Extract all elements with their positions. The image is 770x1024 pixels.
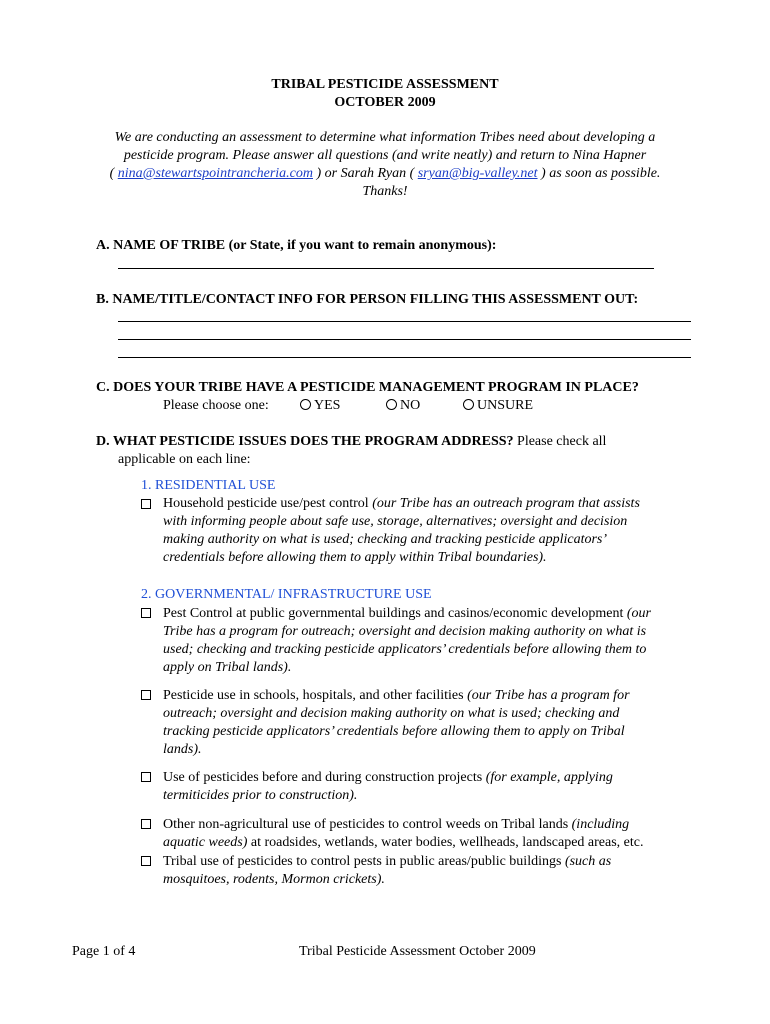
- radio-no[interactable]: [386, 397, 420, 415]
- item-text-line: Tribe has a program for outreach; oversight and decision making authority on what is: [163, 624, 647, 639]
- checkbox-weed-control[interactable]: [141, 819, 151, 829]
- radio-yes-label: YES: [314, 398, 341, 413]
- item-text-line: termiticides prior to construction).: [163, 788, 358, 803]
- item-text-line: tracking pesticide applicators’ credentials before allowing them to apply on Tribal: [163, 724, 625, 739]
- doc-title: TRIBAL PESTICIDE ASSESSMENT: [271, 77, 499, 92]
- contact-info-field-2[interactable]: [118, 339, 691, 340]
- item-text-line: lands).: [163, 742, 202, 757]
- contact-info-field-3[interactable]: [118, 357, 691, 358]
- intro-line-3: [60, 165, 710, 183]
- section-b-label: B. NAME/TITLE/CONTACT INFO FOR PERSON FILLING THIS ASSESSMENT OUT:: [96, 292, 639, 307]
- section-d-label-bold: D. WHAT PESTICIDE ISSUES DOES THE PROGRAM ADDRESS?: [96, 434, 514, 449]
- contact-info-field-1[interactable]: [118, 321, 691, 322]
- email-link-sryan[interactable]: sryan@big-valley.net: [417, 166, 538, 181]
- intro-close-text: ) as soon as possible.: [537, 166, 661, 181]
- tribe-name-field[interactable]: [118, 268, 654, 269]
- intro-line-1: We are conducting an assessment to determine what information Tribes need about developing a: [114, 130, 656, 145]
- radio-yes[interactable]: [300, 397, 340, 415]
- item-text-italic: (for example, applying: [485, 770, 613, 785]
- item-text-italic: (our: [626, 606, 651, 621]
- item-text-line: making authority on what is used; checking and tracking pesticide applicators’: [163, 532, 608, 547]
- footer-title: Tribal Pesticide Assessment October 2009: [299, 944, 536, 959]
- radio-circle-icon[interactable]: [300, 399, 311, 410]
- radio-unsure[interactable]: [463, 397, 533, 415]
- item-text-normal: Tribal use of pesticides to control pests in public areas/public buildings: [163, 854, 565, 869]
- checkbox-construction[interactable]: [141, 772, 151, 782]
- checkbox-public-areas[interactable]: [141, 856, 151, 866]
- radio-circle-icon[interactable]: [386, 399, 397, 410]
- checkbox-schools-hospitals[interactable]: [141, 690, 151, 700]
- item-text-italic: aquatic weeds): [163, 835, 248, 850]
- item-text-italic: (including: [571, 817, 630, 832]
- section-d-label: [96, 433, 606, 451]
- item-text-italic: (such as: [564, 854, 612, 869]
- checkbox-public-buildings[interactable]: [141, 608, 151, 618]
- intro-mid-text: ) or Sarah Ryan (: [313, 166, 418, 181]
- checkbox-household-pesticide[interactable]: [141, 499, 151, 509]
- email-link-nina[interactable]: nina@stewartspointrancheria.com: [117, 166, 313, 181]
- item-text-italic: (our Tribe has an outreach program that assists: [372, 496, 640, 511]
- section-d-label-line2: applicable on each line:: [118, 452, 251, 467]
- item-text-line: credentials before allowing them to apply within Tribal boundaries).: [163, 550, 547, 565]
- doc-date: OCTOBER 2009: [334, 95, 436, 110]
- item-text-normal: Household pesticide use/pest control: [163, 496, 373, 511]
- item-public-areas: [163, 853, 611, 889]
- section-d-label-rest: Please check all: [513, 434, 607, 449]
- intro-line-2: pesticide program. Please answer all questions (and write neatly) and return to Nina Hapner: [123, 148, 647, 163]
- item-text-normal: Pesticide use in schools, hospitals, and other facilities: [163, 688, 468, 703]
- residential-use-heading: 1. RESIDENTIAL USE: [141, 478, 276, 493]
- item-text-normal: Other non-agricultural use of pesticides to control weeds on Tribal lands: [163, 817, 572, 832]
- item-text-line: outreach; oversight and decision making authority on what is used; checking and: [163, 706, 620, 721]
- item-weed-control: [163, 816, 644, 852]
- section-a-label: A. NAME OF TRIBE (or State, if you want to remain anonymous):: [96, 238, 497, 253]
- intro-open-paren: (: [109, 166, 118, 181]
- item-text-normal: Use of pesticides before and during construction projects: [163, 770, 486, 785]
- item-text-italic: (our Tribe has a program for: [467, 688, 630, 703]
- item-text-line: apply on Tribal lands).: [163, 660, 292, 675]
- radio-no-label: NO: [400, 398, 421, 413]
- footer-page-number: Page 1 of 4: [72, 944, 136, 959]
- item-text-line: used; checking and tracking pesticide applicators’ credentials before allowing them to: [163, 642, 647, 657]
- intro-thanks: Thanks!: [362, 184, 408, 199]
- item-text-normal: at roadsides, wetlands, water bodies, wellheads, landscaped areas, etc.: [247, 835, 644, 850]
- item-public-buildings: [163, 605, 651, 677]
- item-text-line: mosquitoes, rodents, Mormon crickets).: [163, 872, 385, 887]
- governmental-use-heading: 2. GOVERNMENTAL/ INFRASTRUCTURE USE: [141, 587, 432, 602]
- section-c-prompt: Please choose one:: [163, 398, 269, 413]
- item-construction: [163, 769, 613, 805]
- section-c-label: C. DOES YOUR TRIBE HAVE A PESTICIDE MANAGEMENT PROGRAM IN PLACE?: [96, 380, 639, 395]
- radio-circle-icon[interactable]: [463, 399, 474, 410]
- item-schools-hospitals: [163, 687, 630, 759]
- item-text-line: with informing people about safe use, storage, alternatives; oversight and decision: [163, 514, 628, 529]
- item-household-pesticide: [163, 495, 640, 567]
- radio-unsure-label: UNSURE: [477, 398, 534, 413]
- item-text-normal: Pest Control at public governmental buildings and casinos/economic development: [163, 606, 627, 621]
